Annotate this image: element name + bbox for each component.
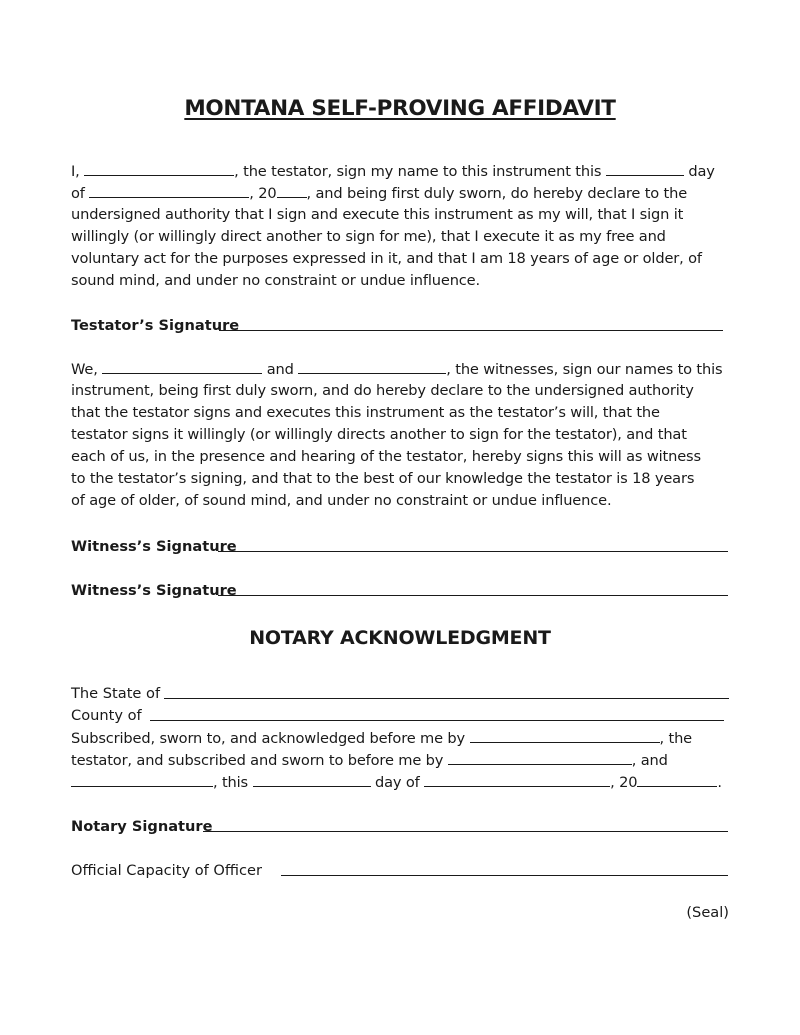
notary-line-5: , this day of , 20 . — [71, 771, 722, 793]
testator-name-field[interactable] — [84, 160, 234, 176]
notary-month-field[interactable] — [424, 771, 610, 787]
testator-signature-field[interactable] — [219, 315, 723, 331]
testator-signature-label: Testator’s Signature — [71, 317, 240, 334]
witness-line-4: testator signs it willingly (or willingly directs another to sign for the testator), and that — [71, 426, 687, 443]
county-row — [71, 705, 142, 727]
witness-line-3: that the testator signs and executes this instrument as the testator’s will, that the — [71, 404, 660, 421]
notary-year-field[interactable] — [637, 771, 717, 787]
state-row — [71, 683, 160, 705]
sign-month-field[interactable] — [89, 182, 249, 198]
witness-line-1: We, and , the witnesses, sign our names to this — [71, 358, 722, 380]
notary-signature-label: Notary Signature — [71, 818, 213, 835]
notary-signature-row — [71, 816, 213, 838]
notary-title: NOTARY ACKNOWLEDGMENT — [249, 627, 551, 649]
seal-label: (Seal) — [686, 904, 729, 921]
sworn-by-field[interactable] — [448, 749, 632, 765]
sworn-by-field-2[interactable] — [71, 771, 213, 787]
state-field[interactable] — [164, 683, 729, 699]
document-title: MONTANA SELF-PROVING AFFIDAVIT — [184, 96, 616, 121]
notary-signature-field[interactable] — [203, 816, 728, 832]
county-field[interactable] — [150, 705, 724, 721]
witness-line-2: instrument, being first duly sworn, and do hereby declare to the undersigned authority — [71, 382, 694, 399]
testator-line-4: willingly (or willingly direct another to sign for me), that I execute it as my free and — [71, 228, 666, 245]
witness-1-name-field[interactable] — [102, 358, 262, 374]
official-capacity-row — [71, 860, 262, 882]
witness-line-6: to the testator’s signing, and that to the best of our knowledge the testator is 18 years — [71, 470, 695, 487]
state-label: The State of — [71, 685, 161, 702]
official-capacity-label: Official Capacity of Officer — [71, 862, 263, 879]
notary-line-3: Subscribed, sworn to, and acknowledged before me by , the — [71, 727, 692, 749]
notary-line-4: testator, and subscribed and sworn to before me by , and — [71, 749, 668, 771]
testator-line-3: undersigned authority that I sign and execute this instrument as my will, that I sign it — [71, 206, 684, 223]
witness-signature-label-2: Witness’s Signature — [71, 582, 237, 599]
sign-year-field[interactable] — [277, 182, 307, 198]
notary-day-field[interactable] — [253, 771, 371, 787]
official-capacity-field[interactable] — [281, 860, 728, 876]
witness-signature-row-2 — [71, 580, 237, 602]
witness-2-name-field[interactable] — [298, 358, 446, 374]
acknowledged-by-field[interactable] — [470, 727, 660, 743]
witness-signature-row-1 — [71, 536, 237, 558]
testator-line-2: of , 20 , and being first duly sworn, do hereby declare to the — [71, 182, 687, 204]
witness-signature-label-1: Witness’s Signature — [71, 538, 237, 555]
testator-line-6: sound mind, and under no constraint or undue influence. — [71, 272, 480, 289]
witness-signature-field-2[interactable] — [218, 580, 728, 596]
testator-signature-row — [71, 315, 239, 337]
sign-day-field[interactable] — [606, 160, 684, 176]
testator-line-5: voluntary act for the purposes expressed in it, and that I am 18 years of age or older, of — [71, 250, 702, 267]
testator-line-1: I, , the testator, sign my name to this instrument this day — [71, 160, 715, 182]
county-label: County of — [71, 707, 142, 724]
witness-line-7: of age of older, of sound mind, and under no constraint or undue influence. — [71, 492, 612, 509]
witness-signature-field-1[interactable] — [218, 536, 728, 552]
witness-line-5: each of us, in the presence and hearing of the testator, hereby signs this will as witness — [71, 448, 701, 465]
